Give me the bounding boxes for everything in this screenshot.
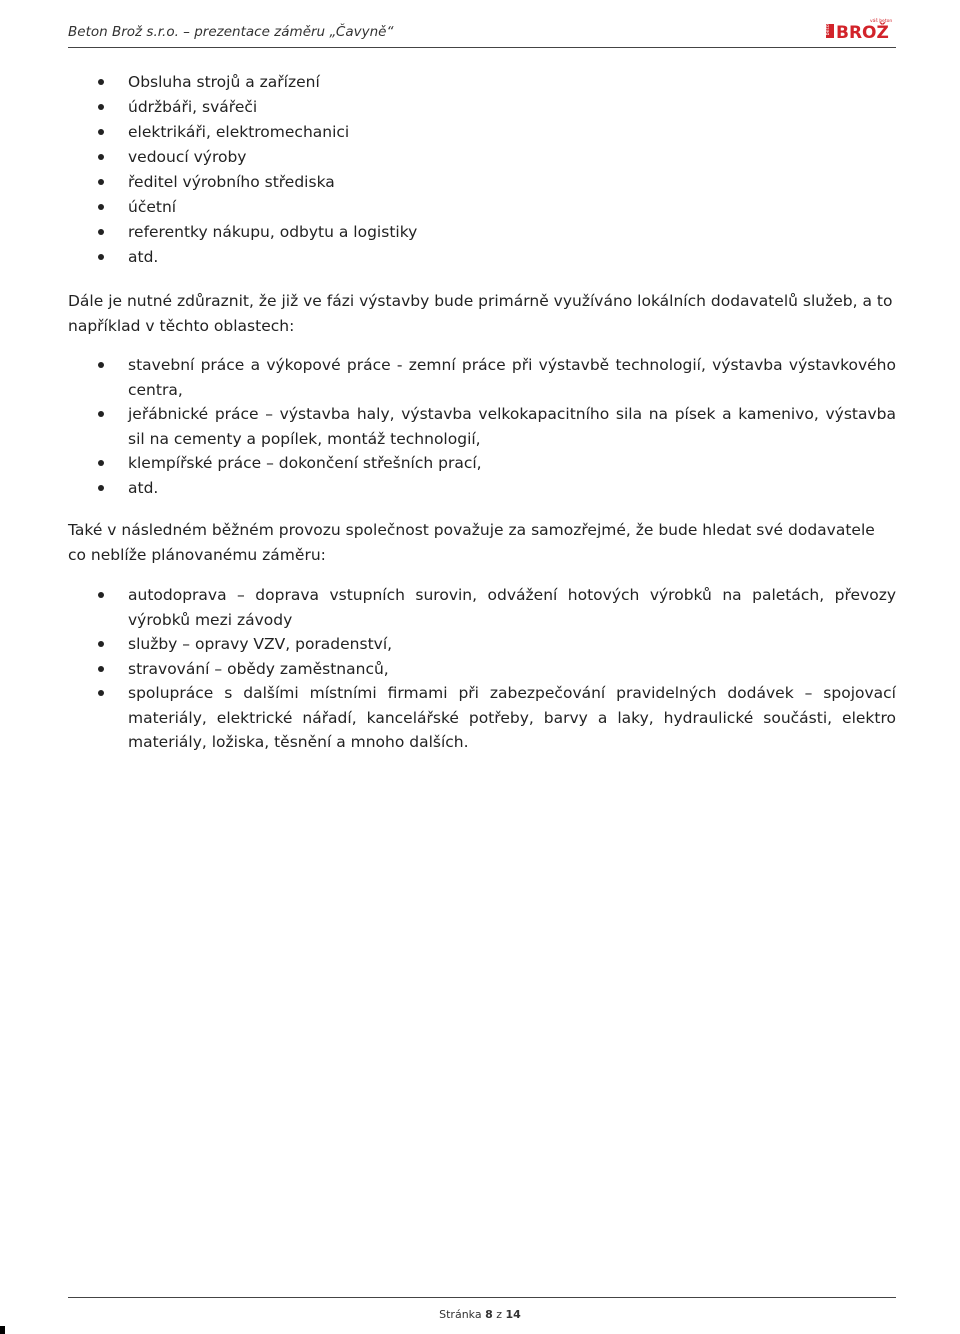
operation-services-list bbox=[96, 583, 896, 755]
list-item: elektrikáři, elektromechanici bbox=[96, 120, 896, 145]
bullet-icon bbox=[98, 460, 104, 466]
paragraph-local-suppliers: Dále je nutné zdůraznit, že již ve fázi výstavby bude primárně využíváno lokálních dodavatelů služeb, a to například v těchto oblastech: bbox=[68, 292, 893, 335]
paragraph-operation-suppliers: Také v následném běžném provozu společnost považuje za samozřejmé, že bude hledat své dodavatele co neblíže plánovanému záměru: bbox=[68, 521, 875, 564]
total-pages: 14 bbox=[505, 1308, 521, 1321]
list-item: ředitel výrobního střediska bbox=[96, 170, 896, 195]
bullet-icon bbox=[98, 79, 104, 85]
current-page: 8 bbox=[485, 1308, 493, 1321]
bullet-icon bbox=[98, 690, 104, 696]
job-positions-list bbox=[96, 70, 896, 270]
list-item: jeřábnické práce – výstavba haly, výstavba velkokapacitního sila na písek a kamenivo, výstavba sil na cementy a popílek, montáž technologií, bbox=[96, 402, 896, 451]
list-item: spolupráce s dalšími místními firmami při zabezpečování pravidelných dodávek – spojovací materiály, elektrické nářadí, kancelářské potřeby, barvy a laky, hydraulické součásti, elektro materiály, ložiska, těsnění a mnoho dalších. bbox=[96, 681, 896, 755]
list-item: účetní bbox=[96, 195, 896, 220]
logo-small-text: beton bbox=[825, 21, 832, 36]
header-divider bbox=[68, 47, 896, 48]
bullet-icon bbox=[98, 641, 104, 647]
bullet-icon bbox=[98, 254, 104, 260]
bullet-icon bbox=[98, 666, 104, 672]
footer-divider bbox=[68, 1297, 896, 1298]
header-title: Beton Brož s.r.o. – prezentace záměru „Čavyně“ bbox=[68, 24, 394, 40]
bullet-icon bbox=[98, 229, 104, 235]
page-separator: z bbox=[496, 1308, 503, 1321]
list-item: autodoprava – doprava vstupních surovin, odvážení hotových výrobků na paletách, převozy výrobků mezi závody bbox=[96, 583, 896, 632]
list-item: klempířské práce – dokončení střešních prací, bbox=[96, 451, 896, 476]
bullet-icon bbox=[98, 104, 104, 110]
bullet-icon bbox=[98, 179, 104, 185]
bullet-icon bbox=[98, 411, 104, 417]
list-item: služby – opravy VZV, poradenství, bbox=[96, 632, 896, 657]
bullet-icon bbox=[98, 592, 104, 598]
logo-text: BROŽ bbox=[836, 23, 889, 43]
list-item: údržbáři, svářeči bbox=[96, 95, 896, 120]
page-label: Stránka bbox=[439, 1308, 482, 1321]
bullet-icon bbox=[98, 362, 104, 368]
bullet-icon bbox=[98, 129, 104, 135]
logo-tag-text: váš beton bbox=[870, 19, 893, 24]
list-item: stavební práce a výkopové práce - zemní práce při výstavbě technologií, výstavba výstavkového centra, bbox=[96, 353, 896, 402]
list-item: stravování – obědy zaměstnanců, bbox=[96, 657, 896, 682]
list-item: atd. bbox=[96, 476, 896, 501]
company-logo bbox=[825, 16, 894, 43]
scan-mark bbox=[0, 1326, 5, 1334]
construction-services-list bbox=[96, 353, 896, 500]
list-item: Obsluha strojů a zařízení bbox=[96, 70, 896, 95]
bullet-icon bbox=[98, 204, 104, 210]
list-item: vedoucí výroby bbox=[96, 145, 896, 170]
bullet-icon bbox=[98, 485, 104, 491]
list-item: atd. bbox=[96, 245, 896, 270]
bullet-icon bbox=[98, 154, 104, 160]
list-item: referentky nákupu, odbytu a logistiky bbox=[96, 220, 896, 245]
page-number bbox=[0, 1308, 960, 1321]
